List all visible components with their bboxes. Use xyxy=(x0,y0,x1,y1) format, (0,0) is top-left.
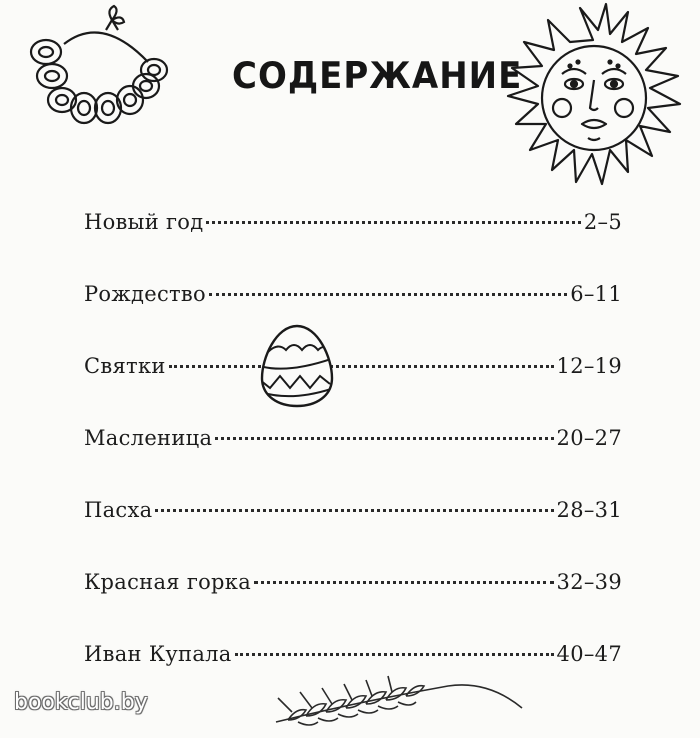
toc-label: Рождество xyxy=(84,282,206,306)
dot-leader xyxy=(209,293,567,296)
toc-row[interactable] xyxy=(84,282,622,322)
easter-egg-icon xyxy=(258,322,336,410)
toc-label: Святки xyxy=(84,354,166,378)
dot-leader xyxy=(254,581,553,584)
dot-leader xyxy=(155,509,553,512)
page-title: СОДЕРЖАНИЕ xyxy=(232,54,523,98)
toc-pages: 20–27 xyxy=(556,426,622,450)
toc-pages: 40–47 xyxy=(556,642,622,666)
toc-label: Иван Купала xyxy=(84,642,232,666)
bagel-necklace-icon xyxy=(24,2,184,132)
dot-leader xyxy=(235,653,554,656)
toc-label: Масленица xyxy=(84,426,213,450)
toc-pages: 6–11 xyxy=(570,282,622,306)
toc-label: Красная горка xyxy=(84,570,252,594)
toc-row[interactable] xyxy=(84,210,622,250)
toc-row[interactable] xyxy=(84,498,622,538)
dot-leader xyxy=(215,437,553,440)
dot-leader xyxy=(206,221,580,224)
toc-row[interactable] xyxy=(84,570,622,610)
wheat-ear-icon xyxy=(268,662,528,738)
toc-pages: 32–39 xyxy=(556,570,622,594)
toc-pages: 12–19 xyxy=(556,354,622,378)
toc-pages: 2–5 xyxy=(583,210,622,234)
sun-face-icon xyxy=(498,0,688,200)
toc-pages: 28–31 xyxy=(556,498,622,522)
toc-label: Новый год xyxy=(84,210,204,234)
dot-leader xyxy=(169,365,554,368)
toc-row[interactable] xyxy=(84,426,622,466)
watermark: bookclub.by xyxy=(14,690,148,715)
toc-label: Пасха xyxy=(84,498,153,522)
toc-row[interactable] xyxy=(84,354,622,394)
